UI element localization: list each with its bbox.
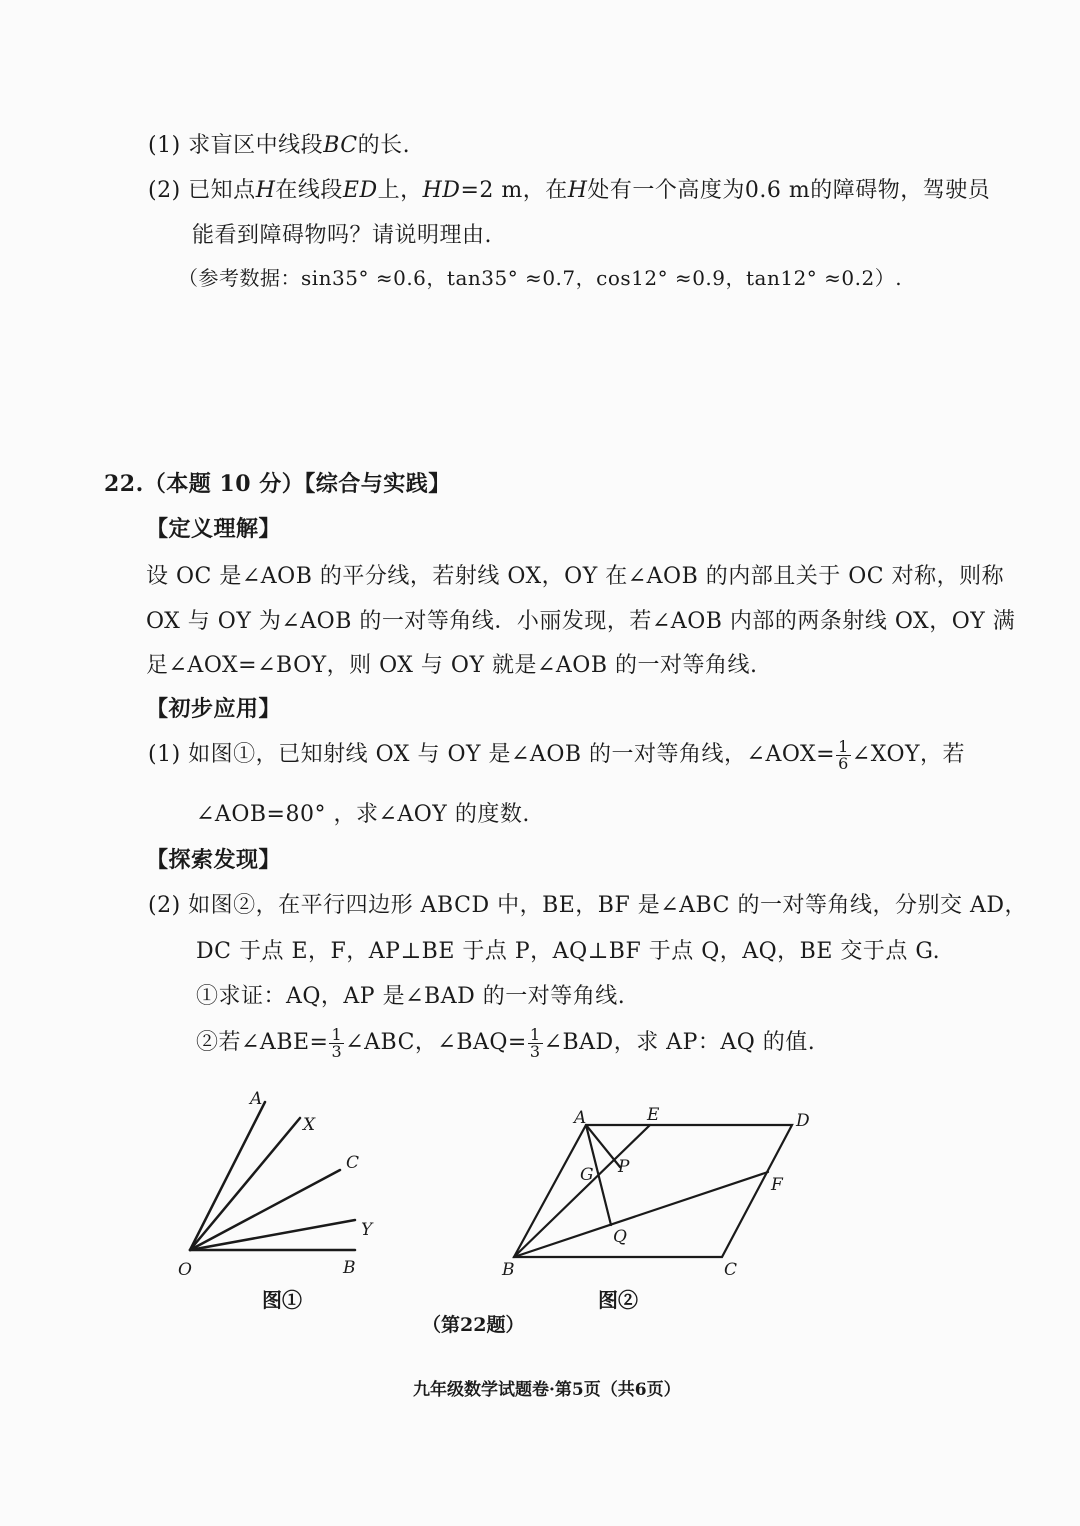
- label-x: X: [303, 1115, 316, 1135]
- ray-oa: [190, 1102, 265, 1250]
- definition-title: 【定义理解】: [146, 516, 282, 542]
- segment-be: [514, 1125, 650, 1257]
- fraction-one-sixth: $\frac{1}{6}$: [838, 736, 849, 773]
- question-22-caption: （第22题）: [422, 1314, 525, 1336]
- label-f: F: [771, 1175, 783, 1195]
- label-b: B: [502, 1260, 515, 1280]
- part1-line-1: (1) 如图①，已知射线 OX 与 OY 是∠AOB 的一对等角线，∠AOX= $\frac{1}{6}$ ∠XOY，若: [148, 736, 966, 773]
- fraction-one-third: $\frac{1}{3}$: [331, 1024, 343, 1061]
- part2-sub1: ①求证：AQ，AP 是∠BAD 的一对等角线.: [196, 984, 626, 1009]
- label-c: C: [346, 1153, 360, 1173]
- page-footer: 九年级数学试题卷·第5页（共6页）: [413, 1380, 681, 1400]
- figure-2-diagram: [490, 1095, 820, 1295]
- ray-oy: [190, 1220, 355, 1250]
- figure-1-diagram: [160, 1080, 400, 1290]
- definition-line-1: 设 OC 是∠AOB 的平分线，若射线 OX，OY 在∠AOB 的内部且关于 OC 对称，则称: [146, 564, 1005, 589]
- q22-header: 22.（本题 10 分）【综合与实践】: [104, 471, 451, 497]
- ray-oc: [190, 1170, 340, 1250]
- part2-line-2: DC 于点 E，F，AP⊥BE 于点 P，AQ⊥BF 于点 Q，AQ，BE 交于点 G.: [196, 939, 941, 964]
- parallelogram-abcd: [514, 1125, 792, 1257]
- label-d: D: [796, 1111, 810, 1131]
- part2-line-1: (2) 如图②，在平行四边形 ABCD 中，BE，BF 是∠ABC 的一对等角线，分别交 AD，: [148, 893, 1027, 918]
- fraction-one-third-2: $\frac{1}{3}$: [529, 1024, 541, 1061]
- label-c: C: [724, 1260, 738, 1280]
- q21-reference-data: （参考数据：sin35° ≈0.6，tan35° ≈0.7，cos12° ≈0.9，tan12° ≈0.2）.: [178, 266, 903, 290]
- definition-line-3: 足∠AOX=∠BOY，则 OX 与 OY 就是∠AOB 的一对等角线.: [146, 653, 758, 678]
- label-p: P: [618, 1157, 630, 1177]
- q21-part2: (2) 已知点H在线段ED上，HD=2 m，在H处有一个高度为0.6 m的障碍物，驾驶员: [148, 178, 991, 203]
- figure-1-caption: 图①: [262, 1288, 302, 1312]
- application-title: 【初步应用】: [146, 696, 282, 722]
- label-y: Y: [361, 1220, 373, 1240]
- part1-line-2: ∠AOB=80° ，求∠AOY 的度数.: [196, 802, 530, 827]
- label-g: G: [580, 1165, 594, 1185]
- exploration-title: 【探索发现】: [146, 847, 282, 873]
- label-b: B: [343, 1258, 356, 1278]
- figure-2-caption: 图②: [598, 1288, 638, 1312]
- definition-line-2: OX 与 OY 为∠AOB 的一对等角线．小丽发现，若∠AOB 内部的两条射线 OX，OY 满: [146, 609, 1016, 634]
- label-e: E: [647, 1105, 660, 1125]
- label-a: A: [250, 1089, 263, 1109]
- part2-sub2: ②若∠ABE= $\frac{1}{3}$ ∠ABC，∠BAQ= $\frac{1}{3}$ ∠BAD，求 AP：AQ 的值.: [196, 1024, 816, 1061]
- label-q: Q: [613, 1227, 627, 1247]
- label-a: A: [574, 1108, 587, 1128]
- q21-part2-line2: 能看到障碍物吗？请说明理由.: [192, 223, 492, 248]
- label-o: O: [178, 1260, 192, 1280]
- q21-part1: (1) 求盲区中线段BC的长.: [148, 133, 411, 158]
- ray-ox: [190, 1118, 300, 1250]
